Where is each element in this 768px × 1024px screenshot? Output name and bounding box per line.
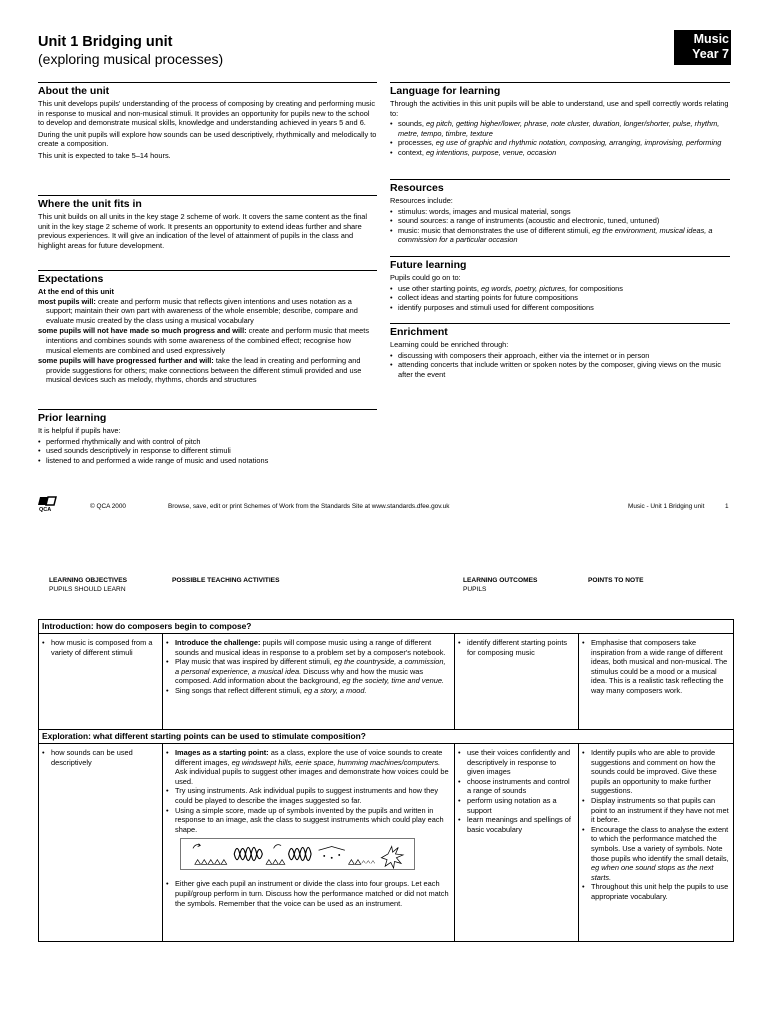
resources-item: • sound sources: a range of instruments (acoustic and electronic, tuned, untuned)	[390, 216, 730, 226]
resources-intro: Resources include:	[390, 196, 453, 205]
expectation-most: most pupils will: create and perform music that reflects given intentions and uses notation as a support; maintain their own part with awareness of the whole ensemble; describe, compare and evaluate music created by the class using a musical vocabulary	[38, 296, 358, 325]
explore-activity: • Images as a starting point: as a class, explore the use of voice sounds to create different images, eg windswept hills, eerie space, humming machines/computers. Ask individual pupils to suggest other images and demonstrate how voices could be used.	[166, 748, 451, 786]
badge-subject: Music	[693, 32, 729, 46]
future-intro: Pupils could go on to:	[390, 273, 461, 282]
intro-note: • Emphasise that composers take inspiration from a wide range of different ideas, both musical and non-musical. The stimulus could be a mood or a musical idea. This is a realistic task reflecting the way many composers work.	[582, 638, 730, 696]
explore-outcome: • use their voices confidently and descriptively in response to given images	[458, 748, 575, 777]
unit-subtitle: (exploring musical processes)	[38, 51, 224, 67]
expectations-section	[38, 270, 377, 386]
qca-logo-text: QCA	[39, 507, 52, 512]
language-section	[390, 82, 730, 158]
exploration-section-heading: Exploration: what different starting points can be used to stimulate composition?	[39, 730, 734, 744]
fits-paragraph: This unit builds on all units in the key stage 2 scheme of work. It covers the same content as the final unit in the key stage 2 scheme of work. It presents an opportunity to extend ideas further and share previous experiences. It will give an indication of the level of attainment of pupils in the class and highlight areas for future development.	[38, 212, 368, 250]
about-section	[38, 82, 377, 162]
intro-outcome: • identify different starting points for composing music	[458, 638, 575, 657]
subject-year-badge	[674, 30, 731, 65]
explore-note: • Encourage the class to analyse the extent to which the performance matched the symbols. Use a variety of symbols. Note those pupils who identify the small details, eg when one sound stops as the next starts.	[582, 825, 730, 883]
explore-note: • Throughout this unit help the pupils to use appropriate vocabulary.	[582, 882, 730, 901]
about-paragraph-1: This unit develops pupils' understanding of the process of composing by creating and performing music in response to musical and non-musical stimuli. It provides an opportunity for pupils new to the school to develop and demonstrate musical skills, knowledge and understanding achieved in years 5 and 6.	[38, 99, 376, 128]
footer-browse-text: Browse, save, edit or print Schemes of Work from the Standards Site at www.standards.dfee.gov.uk	[168, 503, 450, 510]
intro-activity: • Introduce the challenge: pupils will compose music using a range of different sounds and musical ideas in response to a problem set by a composer's notebook.	[166, 638, 451, 657]
explore-note: • Display instruments so that pupils can point to an instrument if they have not met it before.	[582, 796, 730, 825]
fits-section	[38, 195, 377, 251]
resources-item: • stimulus: words, images and musical material, songs	[390, 207, 730, 217]
table-row	[39, 744, 734, 942]
future-learning-section	[390, 256, 730, 312]
page-footer	[38, 500, 732, 514]
expectations-heading: Expectations	[38, 273, 104, 285]
expectation-some-less: some pupils will not have made so much progress and will: create and perform music that meets intentions and combines sounds with some awareness of the combined effect; recognise how musical elements are combined and used expressively	[38, 326, 370, 355]
language-heading: Language for learning	[390, 85, 501, 97]
enrichment-section	[390, 323, 730, 379]
explore-outcome: • choose instruments and control a range of sounds	[458, 777, 575, 796]
unit-title: Unit 1 Bridging unit	[38, 34, 173, 50]
explore-outcome: • perform using notation as a support	[458, 796, 575, 815]
explore-outcome: • learn meanings and spellings of basic vocabulary	[458, 815, 575, 834]
about-paragraph-3: This unit is expected to take 5–14 hours.	[38, 150, 171, 160]
language-intro: Through the activities in this unit pupils will be able to understand, use and spell correctly words relating to:	[390, 99, 729, 118]
expectations-subheading: At the end of this unit	[38, 287, 114, 296]
prior-heading: Prior learning	[38, 412, 107, 424]
enrichment-item: • discussing with composers their approach, either via the internet or in person	[390, 351, 730, 361]
teaching-plan-table	[38, 619, 734, 942]
prior-item: • listened to and performed a wide range of music and used notations	[38, 456, 377, 466]
prior-intro: It is helpful if pupils have:	[38, 426, 121, 435]
language-item: • processes, eg use of graphic and rhythmic notation, composing, arranging, improvising, performing	[390, 138, 730, 148]
resources-item: • music: music that demonstrates the use of different stimuli, eg the environment, musical ideas, a commission for a particular occasion	[390, 226, 730, 245]
explore-activity: • Either give each pupil an instrument or divide the class into four groups. Let each pupil/group perform in turn. Discuss how the performance matched or did not match the symbols. Remember that the voice can be used as an instrument.	[166, 879, 451, 908]
intro-activity: • Play music that was inspired by different stimuli, eg the countryside, a commission, a personal experience, a musical idea. Discuss why and how the music was composed. Add information about the background, eg the society, time and venue.	[166, 657, 451, 686]
enrichment-intro: Learning could be enriched through:	[390, 340, 509, 349]
graphic-score-image	[180, 838, 415, 870]
language-item: • context, eg intentions, purpose, venue, occasion	[390, 148, 730, 158]
fits-heading: Where the unit fits in	[38, 198, 142, 210]
resources-heading: Resources	[390, 182, 444, 194]
intro-activity: • Sing songs that reflect different stimuli, eg a story, a mood.	[166, 686, 451, 696]
future-item: • identify purposes and stimuli used for different compositions	[390, 303, 730, 313]
enrichment-heading: Enrichment	[390, 326, 448, 338]
footer-unit-name: Music - Unit 1 Bridging unit	[628, 503, 705, 510]
prior-item: • used sounds descriptively in response to different stimuli	[38, 446, 377, 456]
language-item: • sounds, eg pitch, getting higher/lower, phrase, note cluster, duration, longer/shorter, pulse, rhythm, metre, tempo, timbre, texture	[390, 119, 730, 138]
explore-activity: • Using a simple score, made up of symbols invented by the pupils and written in response to an image, ask the class to suggest instruments which could play each shape.	[166, 806, 451, 835]
future-item: • collect ideas and starting points for future compositions	[390, 293, 730, 303]
header-activities: POSSIBLE TEACHING ACTIVITIES	[172, 577, 280, 584]
future-item: • use other starting points, eg words, poetry, pictures, for compositions	[390, 284, 730, 294]
prior-learning-section	[38, 409, 377, 465]
explore-note: • Identify pupils who are able to provide suggestions and comment on how the sounds could be improved. Give these pupils an opportunity to make further suggestions.	[582, 748, 730, 796]
table-row	[39, 634, 734, 730]
future-heading: Future learning	[390, 259, 467, 271]
about-heading: About the unit	[38, 85, 110, 97]
header-notes: POINTS TO NOTE	[588, 577, 644, 584]
footer-page-number: 1	[725, 503, 729, 510]
intro-section-heading: Introduction: how do composers begin to compose?	[39, 620, 734, 634]
resources-section	[390, 179, 730, 245]
footer-copyright: © QCA 2000	[90, 503, 126, 510]
enrichment-item: • attending concerts that include written or spoken notes by the composer, giving views on the music after the event	[390, 360, 730, 379]
badge-year: Year 7	[692, 47, 729, 61]
header-outcomes: LEARNING OUTCOMES PUPILS	[463, 577, 538, 593]
qca-logo-mark	[38, 494, 58, 512]
explore-activity: • Try using instruments. Ask individual pupils to suggest instruments and how they could be played to describe the images suggested so far.	[166, 786, 451, 805]
expectation-some-further: some pupils will have progressed further and will: take the lead in creating and performing and provide suggestions for others; make connections between the different stimuli provided and use musical devices such as melody, rhythms, chords and structures	[38, 356, 362, 385]
prior-item: • performed rhythmically and with control of pitch	[38, 437, 377, 447]
intro-objective: • how music is composed from a variety of different stimuli	[42, 638, 159, 657]
qca-logo	[38, 494, 58, 514]
header-objectives: LEARNING OBJECTIVES PUPILS SHOULD LEARN	[49, 577, 128, 593]
about-paragraph-2: During the unit pupils will explore how sounds can be used descriptively, rhythmically and melodically to create a composition.	[38, 129, 377, 149]
explore-objective: • how sounds can be used descriptively	[42, 748, 159, 767]
